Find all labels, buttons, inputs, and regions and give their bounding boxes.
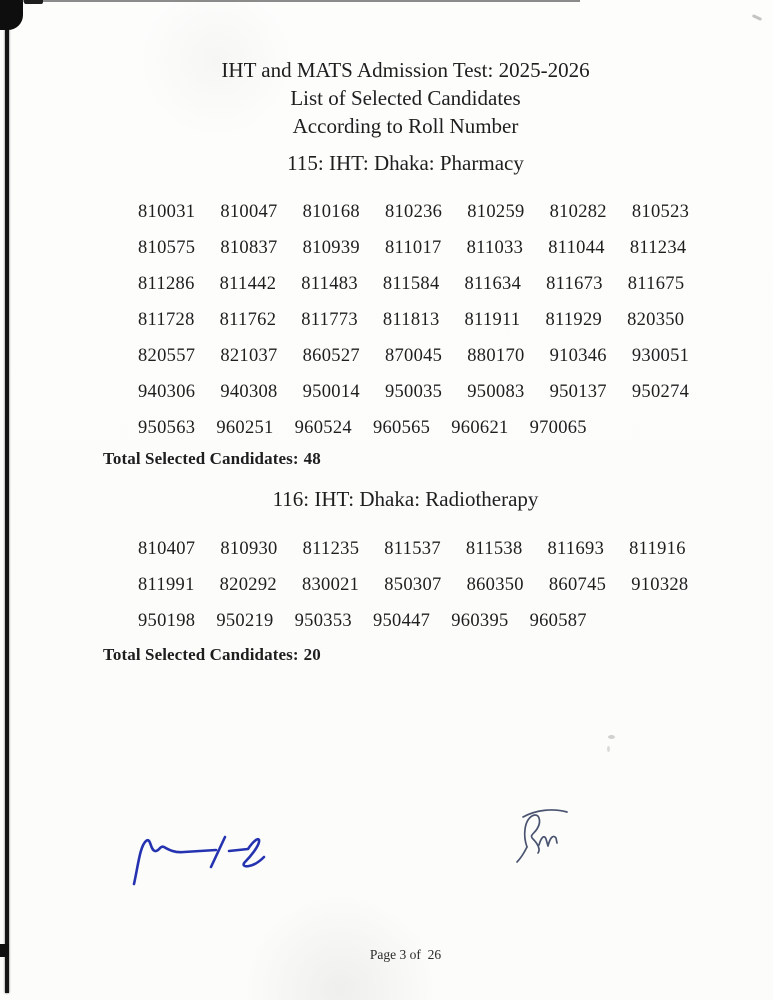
- roll-number: 850307: [384, 574, 442, 595]
- scan-speck: [607, 746, 610, 752]
- roll-number: 810575: [138, 237, 196, 258]
- roll-number: 810031: [138, 201, 196, 222]
- roll-number: 860350: [466, 574, 524, 595]
- section-heading-pharmacy: 115: IHT: Dhaka: Pharmacy: [287, 151, 524, 175]
- right-signature-ink: [512, 802, 574, 866]
- roll-number: 950219: [216, 610, 274, 631]
- scan-left-edge-artifact: [5, 0, 9, 993]
- roll-number-row: [138, 230, 687, 266]
- total-label: Total Selected Candidates:: [103, 645, 299, 664]
- roll-number: 810168: [302, 201, 360, 222]
- roll-number-grid-radiotherapy: [138, 531, 689, 639]
- total-value: 20: [303, 645, 321, 664]
- roll-number: 811634: [464, 273, 522, 294]
- roll-number: 960621: [451, 417, 509, 438]
- roll-number: 810930: [220, 538, 278, 559]
- roll-number: 940308: [220, 381, 278, 402]
- roll-number-grid-pharmacy: [138, 194, 690, 446]
- roll-number-row: [138, 194, 690, 230]
- roll-number: 811911: [464, 309, 521, 330]
- scan-speck: [608, 735, 615, 739]
- scan-bottom-mark-artifact: [0, 944, 9, 957]
- scan-smudge: [752, 14, 762, 21]
- total-value: 48: [303, 449, 321, 468]
- roll-number-row: [138, 603, 683, 639]
- roll-number: 860745: [548, 574, 607, 595]
- roll-number: 811762: [219, 309, 277, 330]
- roll-number: 810939: [302, 237, 360, 258]
- roll-number: 810282: [549, 201, 607, 222]
- roll-number: 811235: [302, 538, 360, 559]
- roll-number: 811234: [629, 237, 687, 258]
- roll-number: 810407: [138, 538, 196, 559]
- roll-number: 811675: [627, 273, 685, 294]
- left-signature-ink: [126, 824, 271, 890]
- roll-number: 950274: [631, 381, 690, 402]
- roll-number: 830021: [301, 574, 360, 595]
- roll-number-row: [138, 338, 690, 374]
- roll-number: 950137: [549, 381, 607, 402]
- roll-number: 820292: [219, 574, 277, 595]
- roll-number: 811991: [138, 574, 195, 595]
- scan-top-edge-artifact: [20, 0, 580, 2]
- roll-number: 811538: [465, 538, 523, 559]
- roll-number: 940306: [138, 381, 196, 402]
- roll-number-row: [138, 302, 683, 338]
- roll-number: 950014: [302, 381, 360, 402]
- roll-number: 811773: [301, 309, 358, 330]
- total-label: Total Selected Candidates:: [103, 449, 299, 468]
- section-heading-radiotherapy: 116: IHT: Dhaka: Radiotherapy: [272, 487, 539, 511]
- roll-number: 811929: [545, 309, 603, 330]
- roll-number-row: [138, 266, 683, 302]
- roll-number-row: [138, 374, 690, 410]
- roll-number: 870045: [384, 345, 443, 366]
- roll-number: 960524: [294, 417, 352, 438]
- roll-number: 950035: [384, 381, 443, 402]
- roll-number: 810259: [467, 201, 525, 222]
- total-selected-pharmacy: [103, 449, 321, 469]
- roll-number: 821037: [220, 345, 278, 366]
- roll-number-row: [138, 567, 689, 603]
- roll-number: 960395: [451, 610, 509, 631]
- roll-number: 810837: [220, 237, 278, 258]
- roll-number: 960565: [372, 417, 431, 438]
- roll-number: 811442: [219, 273, 277, 294]
- roll-number: 811813: [382, 309, 440, 330]
- roll-number: 811673: [546, 273, 603, 294]
- roll-number: 930051: [631, 345, 690, 366]
- roll-number: 950447: [372, 610, 431, 631]
- roll-number: 970065: [529, 417, 587, 438]
- roll-number: 811693: [547, 538, 605, 559]
- document-title-line1: IHT and MATS Admission Test: 2025-2026: [221, 58, 590, 82]
- roll-number: 811728: [138, 309, 195, 330]
- scan-corner-artifact: [0, 0, 23, 30]
- document-title-line3: According to Roll Number: [292, 114, 519, 138]
- roll-number-row: [138, 531, 686, 567]
- roll-number: 950083: [467, 381, 525, 402]
- document-title-line2: List of Selected Candidates: [290, 86, 521, 110]
- roll-number: 960587: [529, 610, 587, 631]
- roll-number: 880170: [467, 345, 525, 366]
- total-selected-radiotherapy: [103, 645, 321, 665]
- roll-number: 811483: [301, 273, 358, 294]
- roll-number: 910328: [631, 574, 689, 595]
- roll-number: 810523: [631, 201, 690, 222]
- roll-number: 811584: [382, 273, 440, 294]
- roll-number: 950563: [138, 417, 196, 438]
- roll-number: 810047: [220, 201, 278, 222]
- roll-number-row: [138, 410, 683, 446]
- roll-number: 820350: [627, 309, 685, 330]
- roll-number: 820557: [138, 345, 196, 366]
- roll-number: 811286: [138, 273, 195, 294]
- roll-number: 811017: [384, 237, 442, 258]
- roll-number: 960251: [216, 417, 274, 438]
- roll-number: 811537: [384, 538, 441, 559]
- roll-number: 811033: [466, 237, 524, 258]
- roll-number: 811916: [629, 538, 686, 559]
- page-number-footer: Page 3 of 26: [369, 947, 442, 962]
- roll-number: 860527: [302, 345, 360, 366]
- roll-number: 811044: [548, 237, 605, 258]
- roll-number: 910346: [549, 345, 607, 366]
- roll-number: 810236: [384, 201, 443, 222]
- roll-number: 950198: [138, 610, 196, 631]
- scan-top-blob-artifact: [24, 0, 43, 4]
- roll-number: 950353: [294, 610, 352, 631]
